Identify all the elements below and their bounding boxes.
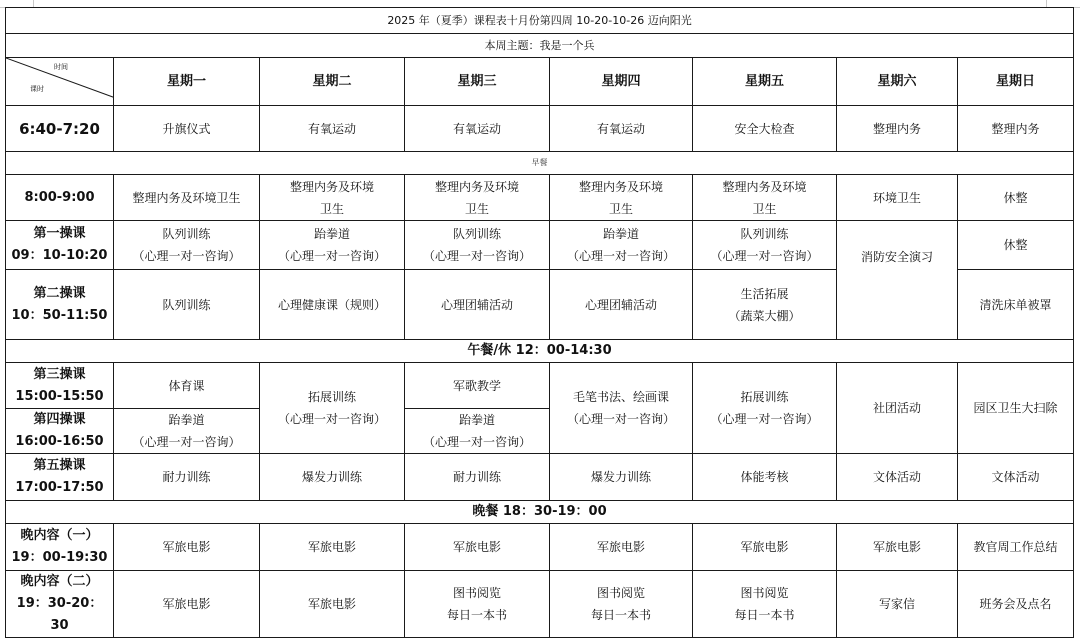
schedule-cell: 班务会及点名 [958, 571, 1074, 638]
time-slot: 8:00-9:00 [6, 175, 114, 221]
schedule-cell: 清洗床单被罩 [958, 270, 1074, 340]
schedule-cell: 环境卫生 [837, 175, 958, 221]
schedule-cell: 军旅电影 [550, 524, 693, 571]
schedule-cell: 安全大检查 [693, 106, 837, 152]
day-header-thu: 星期四 [550, 58, 693, 106]
schedule-cell: 整理内务及环境 卫生 [550, 175, 693, 221]
breakfast-separator: 早餐 [6, 152, 1074, 175]
schedule-cell: 体育课 [114, 363, 260, 409]
schedule-cell: 军旅电影 [114, 524, 260, 571]
schedule-cell: 耐力训练 [114, 454, 260, 501]
schedule-cell: 军歌教学 [405, 363, 550, 409]
schedule-cell: 休整 [958, 175, 1074, 221]
schedule-cell: 有氧运动 [550, 106, 693, 152]
schedule-cell: 跆拳道 （心理一对一咨询） [114, 409, 260, 454]
schedule-table [5, 7, 1074, 638]
lunch-separator: 午餐/休 12：00-14:30 [6, 340, 1074, 363]
schedule-cell: 队列训练 （心理一对一咨询） [114, 221, 260, 270]
schedule-cell: 跆拳道 （心理一对一咨询） [550, 221, 693, 270]
schedule-cell: 文体活动 [958, 454, 1074, 501]
schedule-cell: 升旗仪式 [114, 106, 260, 152]
schedule-cell: 拓展训练 （心理一对一咨询） [260, 363, 405, 454]
schedule-cell: 整理内务及环境卫生 [114, 175, 260, 221]
schedule-cell: 队列训练 （心理一对一咨询） [405, 221, 550, 270]
schedule-cell: 心理健康课（规则） [260, 270, 405, 340]
time-slot: 第一操课 09：10-10:20 [6, 221, 114, 270]
time-slot: 第二操课 10：50-11:50 [6, 270, 114, 340]
schedule-cell: 军旅电影 [114, 571, 260, 638]
ruler-mark [1046, 0, 1047, 7]
week-theme: 本周主题：我是一个兵 [6, 34, 1074, 58]
day-header-tue: 星期二 [260, 58, 405, 106]
schedule-title: 2025 年（夏季）课程表十月份第四周 10-20-10-26 迈向阳光 [6, 8, 1074, 34]
schedule-cell: 跆拳道 （心理一对一咨询） [260, 221, 405, 270]
diag-label-time: 时间 [54, 63, 68, 71]
day-header-sat: 星期六 [837, 58, 958, 106]
schedule-cell: 休整 [958, 221, 1074, 270]
schedule-cell: 图书阅览 每日一本书 [405, 571, 550, 638]
time-slot: 晚内容（一） 19：00-19:30 [6, 524, 114, 571]
schedule-cell: 军旅电影 [260, 571, 405, 638]
time-slot: 第四操课 16:00-16:50 [6, 409, 114, 454]
schedule-cell: 拓展训练 （心理一对一咨询） [693, 363, 837, 454]
diag-label-period: 课时 [30, 85, 44, 93]
dinner-separator: 晚餐 18：30-19：00 [6, 501, 1074, 524]
schedule-cell: 整理内务及环境 卫生 [693, 175, 837, 221]
day-header-mon: 星期一 [114, 58, 260, 106]
time-slot: 第五操课 17:00-17:50 [6, 454, 114, 501]
time-slot: 第三操课 15:00-15:50 [6, 363, 114, 409]
schedule-cell: 毛笔书法、绘画课 （心理一对一咨询） [550, 363, 693, 454]
schedule-cell: 生活拓展 （蔬菜大棚） [693, 270, 837, 340]
day-header-wed: 星期三 [405, 58, 550, 106]
schedule-cell: 文体活动 [837, 454, 958, 501]
schedule-cell: 整理内务及环境 卫生 [260, 175, 405, 221]
schedule-cell: 军旅电影 [693, 524, 837, 571]
day-header-sun: 星期日 [958, 58, 1074, 106]
schedule-cell: 耐力训练 [405, 454, 550, 501]
schedule-cell: 写家信 [837, 571, 958, 638]
schedule-cell: 体能考核 [693, 454, 837, 501]
schedule-cell: 爆发力训练 [550, 454, 693, 501]
schedule-cell: 军旅电影 [405, 524, 550, 571]
time-slot: 晚内容（二） 19：30-20：30 [6, 571, 114, 638]
schedule-cell: 队列训练 （心理一对一咨询） [693, 221, 837, 270]
diagonal-header-cell [6, 58, 114, 106]
schedule-cell: 有氧运动 [405, 106, 550, 152]
schedule-cell: 爆发力训练 [260, 454, 405, 501]
schedule-cell: 跆拳道 （心理一对一咨询） [405, 409, 550, 454]
schedule-cell: 队列训练 [114, 270, 260, 340]
schedule-cell: 整理内务 [837, 106, 958, 152]
schedule-cell: 图书阅览 每日一本书 [550, 571, 693, 638]
schedule-cell: 有氧运动 [260, 106, 405, 152]
schedule-cell: 军旅电影 [260, 524, 405, 571]
time-slot: 6:40-7:20 [6, 106, 114, 152]
schedule-cell: 整理内务 [958, 106, 1074, 152]
day-header-fri: 星期五 [693, 58, 837, 106]
schedule-cell: 教官周工作总结 [958, 524, 1074, 571]
schedule-cell: 心理团辅活动 [405, 270, 550, 340]
schedule-cell: 图书阅览 每日一本书 [693, 571, 837, 638]
schedule-cell: 军旅电影 [837, 524, 958, 571]
schedule-cell: 社团活动 [837, 363, 958, 454]
ruler-mark [33, 0, 34, 7]
schedule-cell: 园区卫生大扫除 [958, 363, 1074, 454]
schedule-cell: 整理内务及环境 卫生 [405, 175, 550, 221]
schedule-cell: 心理团辅活动 [550, 270, 693, 340]
schedule-cell: 消防安全演习 [837, 221, 958, 340]
